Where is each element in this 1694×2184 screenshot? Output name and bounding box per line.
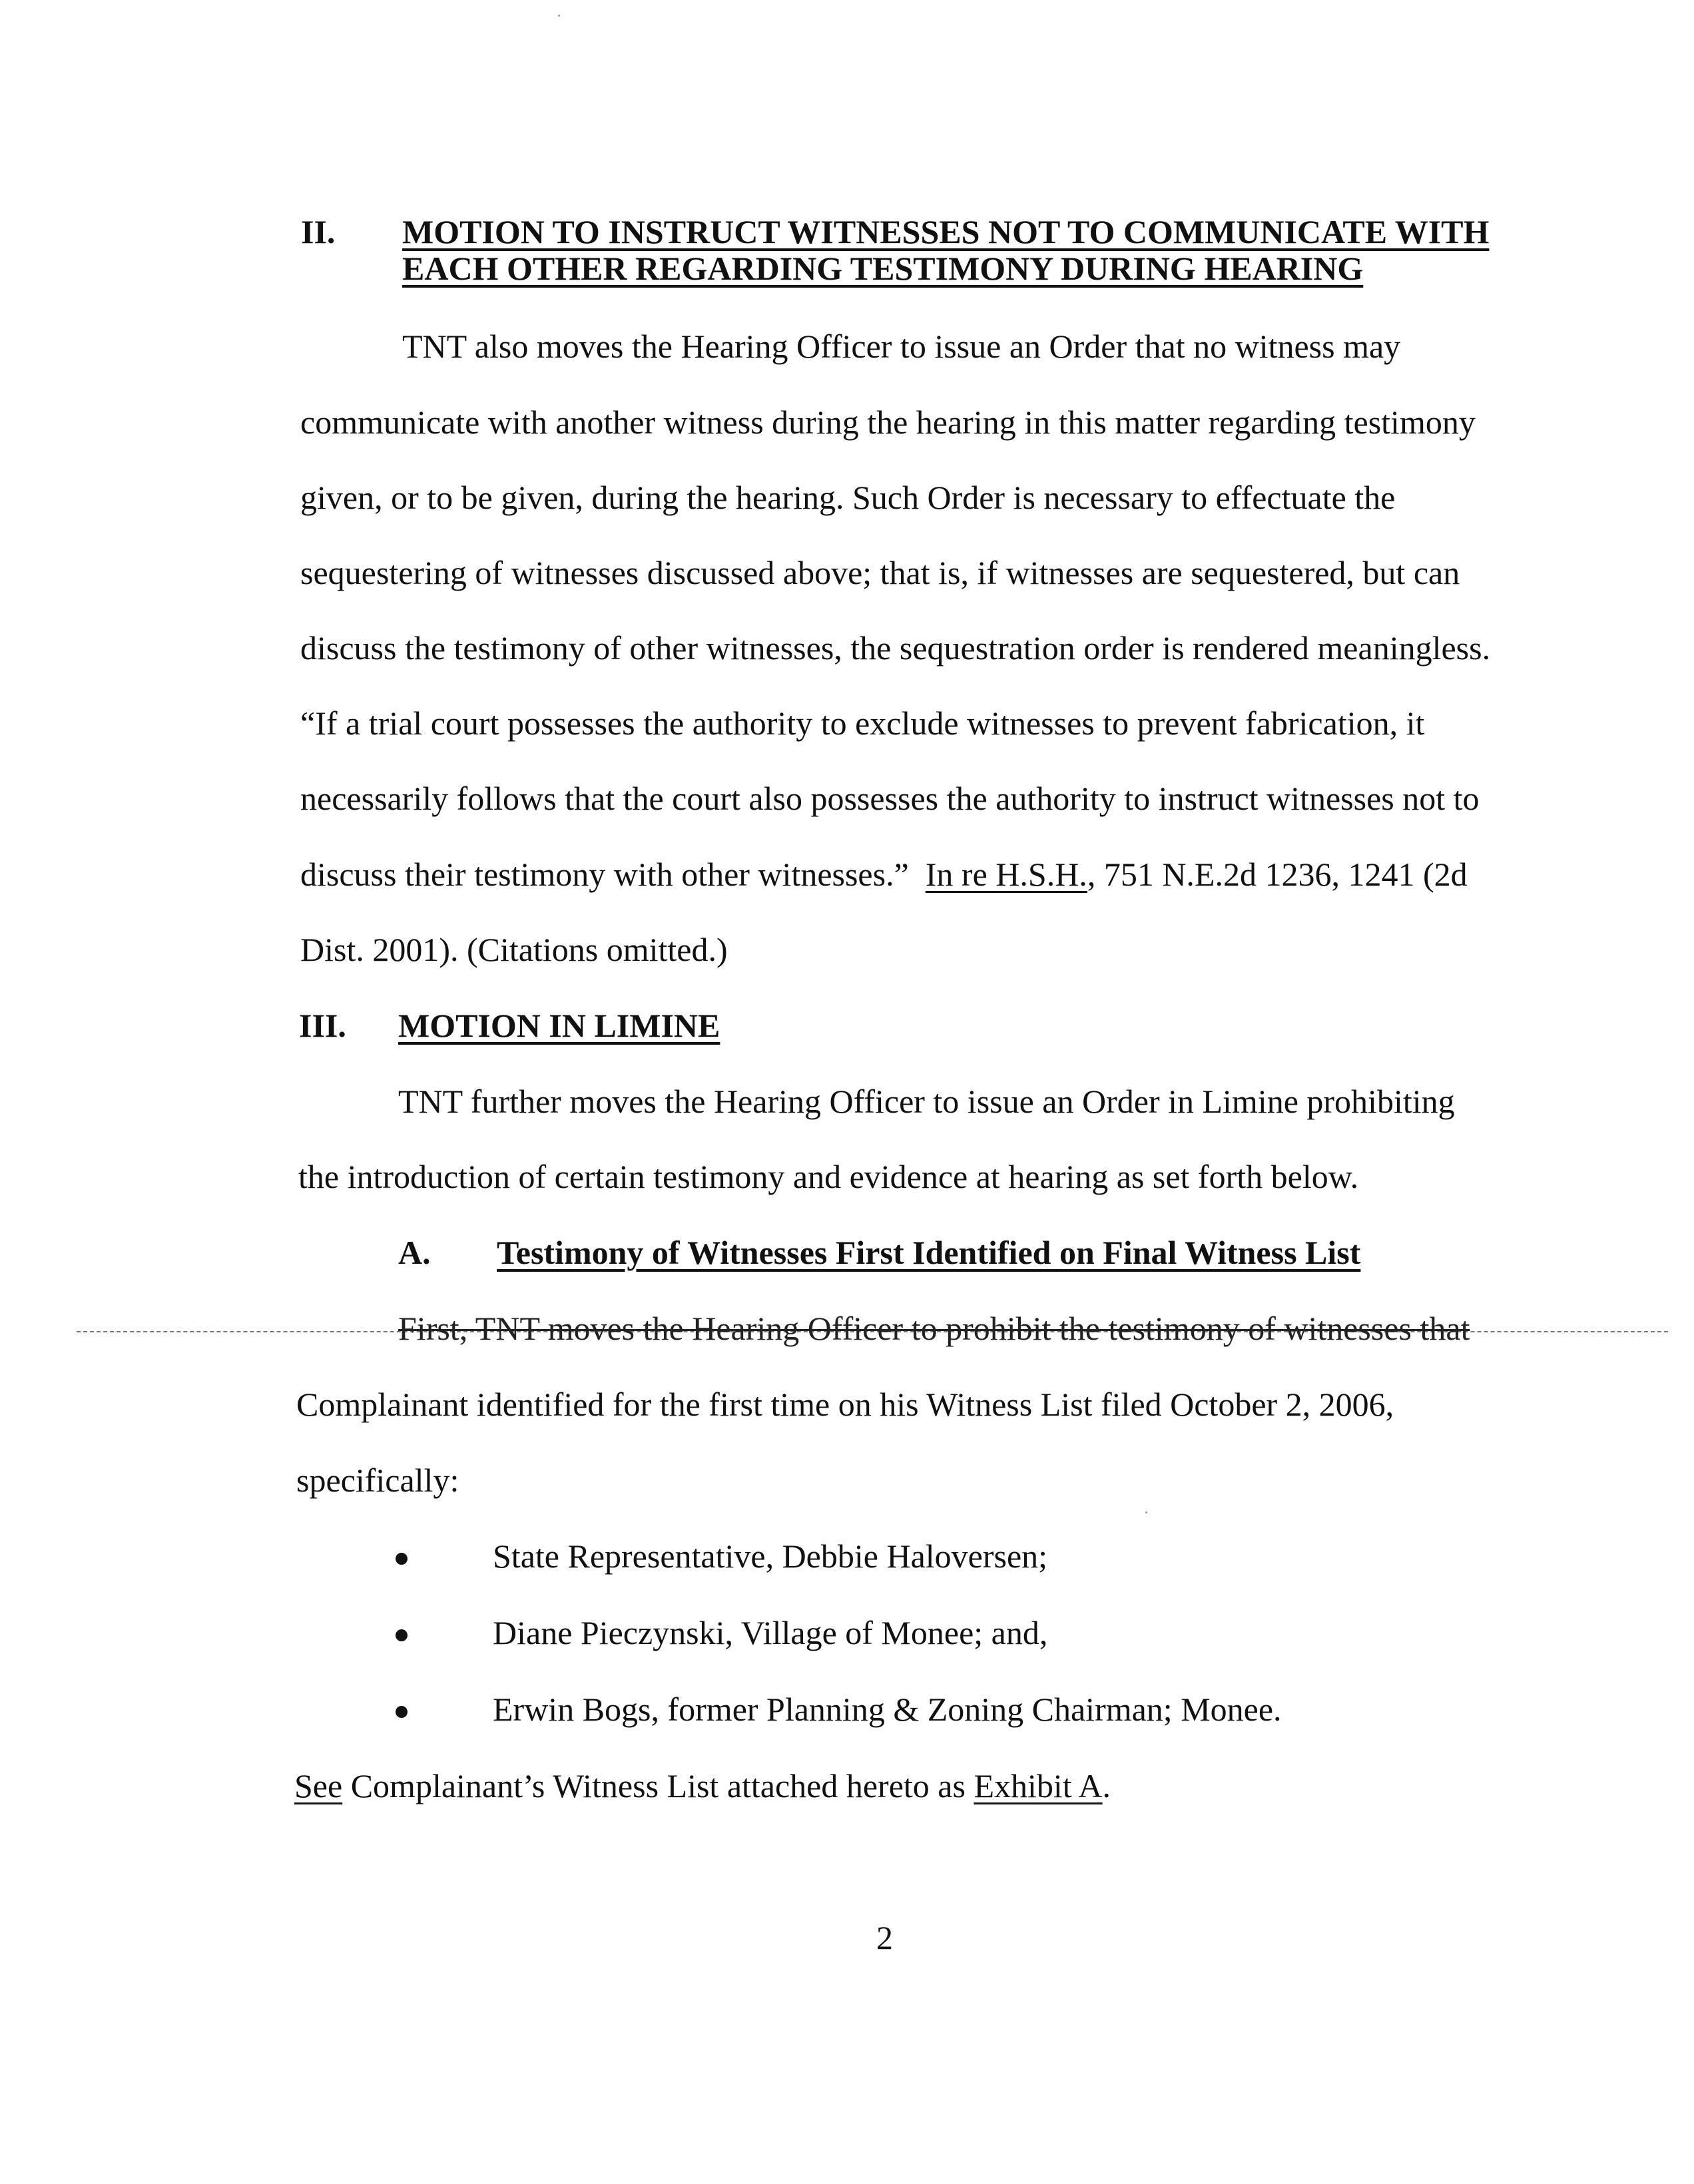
section-ii-line-4: sequestering of witnesses discussed above; that is, if witnesses are sequestered, but can bbox=[300, 554, 1460, 591]
subsection-a-heading: Testimony of Witnesses First Identified on Final Witness List bbox=[497, 1234, 1361, 1271]
citation-prefix: discuss their testimony with other witnesses.” bbox=[300, 856, 926, 893]
bullet-icon bbox=[396, 1706, 408, 1718]
bullet-item-3: Erwin Bogs, former Planning & Zoning Chairman; Monee. bbox=[493, 1691, 1282, 1728]
subsection-a-line-2: Complainant identified for the first time on his Witness List filed October 2, 2006, bbox=[296, 1386, 1394, 1423]
subsection-a-letter: A. bbox=[398, 1234, 431, 1271]
page-number: 2 bbox=[876, 1919, 893, 1956]
see-word: See bbox=[294, 1767, 343, 1804]
section-iii-heading: MOTION IN LIMINE bbox=[398, 1007, 720, 1044]
section-ii-heading-line1: MOTION TO INSTRUCT WITNESSES NOT TO COMMUNICATE WITH bbox=[402, 213, 1490, 250]
section-ii-numeral: II. bbox=[301, 213, 336, 250]
section-ii-line-2: communicate with another witness during the hearing in this matter regarding testimony bbox=[300, 404, 1476, 441]
section-iii-line-2: the introduction of certain testimony and evidence at hearing as set forth below. bbox=[298, 1158, 1359, 1195]
scan-speck bbox=[1145, 1511, 1147, 1513]
section-ii-citation-line bbox=[300, 854, 1468, 894]
citation-suffix: , 751 N.E.2d 1236, 1241 (2d bbox=[1087, 856, 1468, 893]
bullet-icon bbox=[396, 1553, 408, 1565]
section-ii-heading-line2: EACH OTHER REGARDING TESTIMONY DURING HEARING bbox=[402, 250, 1364, 287]
section-iii-numeral: III. bbox=[299, 1007, 346, 1044]
bullet-item-1: State Representative, Debbie Haloversen; bbox=[493, 1537, 1048, 1575]
bullet-item-2: Diane Pieczynski, Village of Monee; and, bbox=[493, 1614, 1048, 1651]
section-ii-line-3: given, or to be given, during the hearing. Such Order is necessary to effectuate the bbox=[300, 479, 1396, 516]
citation-case-name: In re H.S.H. bbox=[925, 856, 1087, 893]
scan-speck bbox=[558, 15, 560, 17]
see-end: . bbox=[1102, 1767, 1111, 1804]
section-ii-line-7: necessarily follows that the court also possesses the authority to instruct witnesses not to bbox=[300, 780, 1480, 817]
section-iii-line-1: TNT further moves the Hearing Officer to issue an Order in Limine prohibiting bbox=[398, 1083, 1455, 1120]
section-ii-line-6: “If a trial court possesses the authority to exclude witnesses to prevent fabrication, it bbox=[300, 704, 1425, 742]
section-ii-last-line: Dist. 2001). (Citations omitted.) bbox=[300, 931, 728, 968]
section-ii-line-5: discuss the testimony of other witnesses, the sequestration order is rendered meaningless. bbox=[300, 629, 1491, 667]
section-ii-line-1: TNT also moves the Hearing Officer to issue an Order that no witness may bbox=[402, 328, 1401, 365]
subsection-a-line-1: First, TNT moves the Hearing Officer to prohibit the testimony of witnesses that bbox=[398, 1310, 1470, 1347]
bullet-icon bbox=[396, 1629, 408, 1641]
see-exhibit-line bbox=[294, 1766, 1111, 1806]
subsection-a-line-3: specifically: bbox=[296, 1462, 459, 1499]
exhibit-reference: Exhibit A bbox=[974, 1767, 1103, 1804]
see-middle: Complainant’s Witness List attached hereto as bbox=[342, 1767, 974, 1804]
